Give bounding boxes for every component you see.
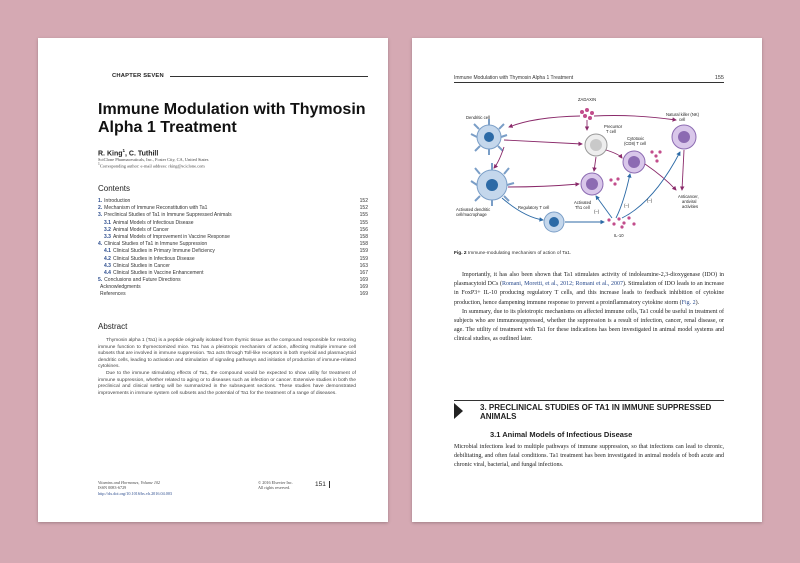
- toc-number: 4.3: [104, 262, 111, 269]
- label-dendritic-cell: Dendritic cell: [466, 115, 490, 120]
- toc-page: 155: [359, 212, 368, 219]
- abstract-paragraph: Due to the immune stimulating effects of Ta1, the compound would be expected to show utility for treatment of immune suppression, whether related to aging or to diseases such as infection or cancer. Extensive studies in both the preclinical and clinical setting will be summarized in the subsequent sections. These studies have demonstrated improvements in immune system cell subsets and the potential of Ta1 for the treatment of a range of diseases.: [98, 370, 356, 396]
- toc-number: 3.1: [104, 219, 111, 226]
- arrow: [494, 147, 504, 168]
- toc-entry[interactable]: [98, 291, 368, 298]
- toc-entry[interactable]: [98, 256, 368, 263]
- toc-entry[interactable]: [98, 227, 368, 234]
- author-name: C. Tuthill: [128, 150, 159, 158]
- toc-page: 159: [359, 248, 368, 255]
- paragraph: [454, 271, 724, 308]
- toc-number: 3.: [98, 212, 103, 219]
- cytotoxic-t-cell: [623, 151, 645, 173]
- toc-page: 159: [359, 255, 368, 262]
- paragraph: Microbial infections lead to multiple pathways of immune suppression, so that infections can lead to chronic, debilitating, and often fatal conditions. Ta1 treatment has been investigated in animal models of both acute and chronic viral, bacterial, and fungal infections.: [454, 444, 724, 469]
- toc-number: 1.: [98, 198, 103, 204]
- copyright: © 2016 Elsevier Inc.: [258, 480, 293, 485]
- toc-page: 169: [359, 291, 368, 298]
- activated-th1-cell: [581, 173, 603, 195]
- arrow: [596, 196, 612, 218]
- figure-link[interactable]: Fig. 2: [681, 299, 696, 306]
- toc-label: Animal Models of Infectious Disease: [112, 219, 194, 226]
- section-title: 3. PRECLINICAL STUDIES OF TA1 IN IMMUNE SUPPRESSED ANIMALS: [480, 403, 712, 421]
- affiliation: SciClone Pharmaceuticals, Inc., Foster City, CA, United States: [98, 157, 209, 162]
- toc-number: 3.3: [104, 233, 111, 240]
- toc-entry[interactable]: [98, 270, 368, 277]
- regulatory-t-cell: [544, 212, 564, 232]
- arrow: [508, 184, 579, 187]
- rights: All rights reserved.: [258, 485, 291, 491]
- body-text: [454, 443, 724, 471]
- toc-entry[interactable]: [98, 284, 368, 291]
- toc-number: 4.2: [104, 255, 111, 262]
- toc-label: Clinical Studies in Primary Immune Deficiency: [112, 248, 215, 255]
- immune-mechanism-figure: [454, 92, 724, 247]
- label-nk-cell: cell: [679, 117, 686, 122]
- toc-entry[interactable]: [98, 220, 368, 227]
- label-inhibition: (–): [624, 203, 630, 208]
- label-macrophage: cell/macrophage: [456, 212, 487, 217]
- toc-entry[interactable]: [98, 263, 368, 270]
- toc-page: 156: [359, 226, 368, 233]
- chapter-label: CHAPTER SEVEN: [98, 69, 170, 83]
- nk-cell: [672, 125, 696, 149]
- label-inhibition: (–): [594, 209, 600, 214]
- arrow: [504, 140, 582, 144]
- label-zadaxin: ZADAXIN: [578, 97, 597, 102]
- activated-dendritic-cell: [471, 163, 514, 206]
- label-activated: Activated: [574, 200, 592, 205]
- toc-page: 158: [359, 233, 368, 240]
- precursor-t-cell: [585, 134, 607, 156]
- toc-entry[interactable]: [98, 234, 368, 241]
- toc-number: 4.1: [104, 248, 111, 255]
- arrow: [616, 174, 630, 218]
- toc-page: 158: [359, 241, 368, 248]
- toc-number: 2.: [98, 205, 103, 212]
- toc-label: Acknowledgments: [100, 284, 141, 291]
- page-number: 155: [714, 75, 724, 81]
- page-number: 151: [315, 481, 330, 488]
- corresponding-superscript: 1: [98, 162, 100, 167]
- toc-label: Introduction: [104, 198, 131, 204]
- label-precursor: Precursor: [604, 124, 623, 129]
- right-page: [412, 38, 762, 522]
- toc-label: Preclinical Studies of Ta1 in Immune Suppressed Animals: [104, 212, 232, 219]
- zadaxin-particles: [580, 108, 594, 120]
- doi-link[interactable]: http://dx.doi.org/10.1016/bs.vh.2016.04.003: [98, 490, 173, 496]
- figure-caption: [454, 251, 724, 256]
- toc-number: 4.4: [104, 269, 111, 276]
- dendritic-cell: [471, 119, 507, 155]
- label-inhibition: (–): [647, 198, 653, 203]
- contents-heading: Contents: [98, 184, 131, 193]
- toc-label: Clinical Studies in Vaccine Enhancement: [112, 269, 204, 276]
- citation-link[interactable]: Romani, Moretti, et al., 2012; Romani et al., 2007: [501, 281, 624, 288]
- toc-label: Mechanism of Immune Reconstitution with Ta1: [104, 205, 208, 212]
- toc-label: Clinical Studies in Infectious Disease: [112, 255, 195, 262]
- toc-label: Clinical Studies of Ta1 in Immune Suppression: [104, 241, 208, 248]
- abstract-body: [98, 338, 356, 397]
- toc-label: Animal Models of Improvement in Vaccine Response: [112, 233, 230, 240]
- toc-entry[interactable]: [98, 198, 368, 205]
- toc-label: Conclusions and Future Directions: [104, 277, 181, 284]
- toc-number: 3.2: [104, 226, 111, 233]
- toc-page: 152: [359, 205, 368, 212]
- arrow: [606, 150, 622, 158]
- body-text: [454, 271, 724, 345]
- text-span: ). Stimulation of IDO leads to an increase in FoxP3+ IL-10 producing regulatory T cells, and this increase leads to feedback inhibition of cytokine production, hence dampening immune response to prevent a proinflammatory cytokine storm (: [454, 281, 724, 306]
- label-th1: Th1 cell: [575, 205, 590, 210]
- author-name: R. King: [98, 150, 123, 158]
- toc-page: 169: [359, 277, 368, 284]
- toc-number: 5.: [98, 277, 103, 284]
- label-nk: Natural killer (NK): [666, 112, 700, 117]
- toc-number: 4.: [98, 241, 103, 248]
- label-anticancer: Anticancer,: [678, 194, 699, 199]
- chapter-banner: [98, 68, 368, 84]
- label-precursor-t: T cell: [606, 129, 616, 134]
- arrow: [594, 157, 596, 171]
- toc-entry[interactable]: [98, 248, 368, 255]
- author-separator: ,: [125, 150, 129, 158]
- corresponding-text: Corresponding author: e-mail address: rking@sciclone.com: [99, 163, 205, 169]
- author-superscript: 1: [122, 148, 126, 153]
- toc-entry[interactable]: [98, 241, 368, 248]
- journal-name: Vitamins and Hormones, Volume 102: [98, 480, 161, 485]
- toc-label: Clinical Studies in Cancer: [112, 262, 170, 269]
- toc-page: 155: [359, 219, 368, 226]
- section-arrow-icon: [454, 403, 463, 419]
- running-head-title: Immune Modulation with Thymosin Alpha 1 Treatment: [454, 75, 574, 81]
- left-page: [38, 38, 388, 522]
- toc-page: 169: [359, 284, 368, 291]
- label-activities: activities: [682, 204, 699, 209]
- label-cytotoxic-cd8: (CD8) T cell: [624, 141, 647, 146]
- affiliation-block: [98, 157, 208, 169]
- label-il10: IL-10: [614, 233, 624, 238]
- figure-caption-text: Immune-modulating mechanism of action of Ta1.: [467, 251, 572, 256]
- arrow: [509, 116, 580, 127]
- toc-label: References: [100, 291, 126, 298]
- text-span: ).: [695, 299, 700, 306]
- corresponding-author: [98, 162, 208, 169]
- subsection-title: 3.1 Animal Models of Infectious Disease: [490, 430, 633, 439]
- abstract-paragraph: Thymosin alpha 1 (Ta1) is a peptide originally isolated from thymic tissue as the compound responsible for restoring immune function to thymectomized mice. Ta1 has a pleiotropic mechanism of action, affecting multiple immune cell subsets that are involved in immune suppression. Ta1 acts through Toll-like receptors in both myeloid and plasmacytoid dendritic cells, leading to activation and stimulation of signaling pathways and initiation of production of immune-related cytokines.: [98, 338, 356, 370]
- toc-label: Animal Models of Cancer: [112, 226, 169, 233]
- footer-copyright: [258, 480, 293, 491]
- table-of-contents: [98, 198, 368, 299]
- toc-page: 152: [359, 198, 368, 204]
- issn: ISSN 0083-6729: [98, 485, 127, 491]
- figure-number: Fig. 2: [454, 251, 467, 256]
- footer-citation: [98, 480, 172, 496]
- text-span: Importantly, it has also been shown that Ta1 stimulates activity of indoleamine-2,3-dioxygenase (IDO) in plasmacytoid DCs (: [454, 272, 724, 288]
- toc-entry[interactable]: [98, 212, 368, 219]
- toc-page: 167: [359, 269, 368, 276]
- authors: [98, 148, 158, 157]
- toc-page: 163: [359, 262, 368, 269]
- arrow: [594, 116, 676, 121]
- chapter-title: Immune Modulation with Thymosin Alpha 1 Treatment: [98, 101, 366, 136]
- toc-entry[interactable]: [98, 277, 368, 284]
- label-activated-dendritic: Activated dendritic: [456, 207, 491, 212]
- paragraph: In summary, due to its pleiotropic mechanisms on affected immune cells, Ta1 could be useful in treatment of subjects who are immunosuppressed, whether the suppression is a result of infection, cancer, renal disease, or age. The utility of treatment with Ta1 for these indications has been investigated in animal model systems and clinical studies, as outlined later.: [454, 308, 724, 343]
- running-head: [454, 74, 724, 83]
- abstract-heading: Abstract: [98, 322, 128, 331]
- arrow: [682, 150, 684, 190]
- label-antiviral: antiviral: [682, 199, 697, 204]
- label-regulatory: Regulatory T cell: [518, 205, 550, 210]
- toc-entry[interactable]: [98, 205, 368, 212]
- label-cytotoxic: Cytotoxic: [627, 136, 645, 141]
